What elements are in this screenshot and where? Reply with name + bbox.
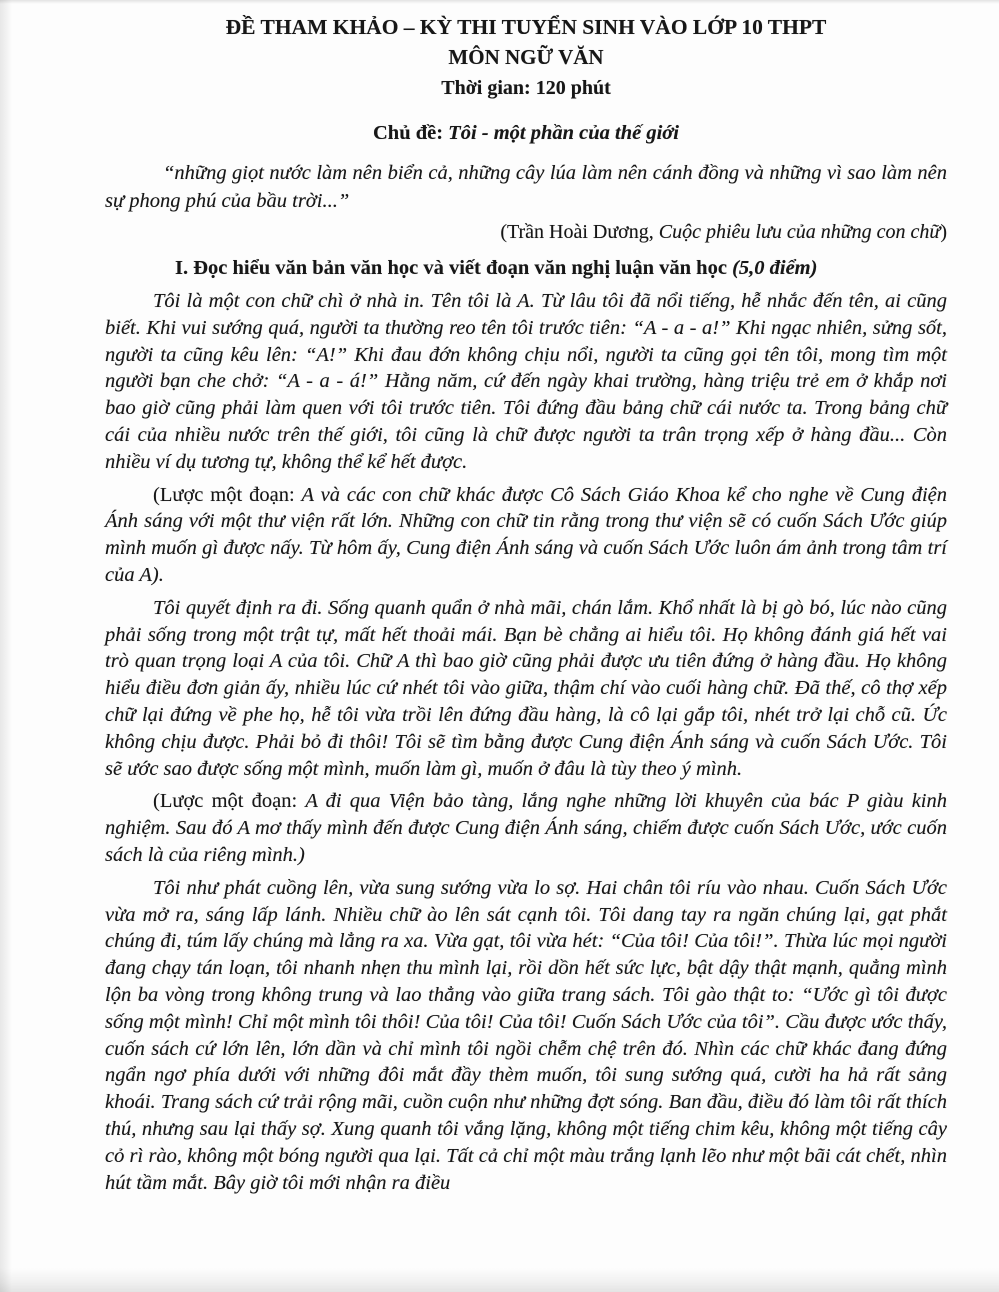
attribution-work-title: Cuộc phiêu lưu của những con chữ: [658, 221, 941, 243]
topic-value: Tôi - một phần của thế giới: [448, 122, 679, 144]
scan-edge-top: [0, 0, 999, 4]
exam-duration: Thời gian: 120 phút: [441, 77, 611, 99]
exam-title: ĐỀ THAM KHẢO – KỲ THI TUYỂN SINH VÀO LỚP 10 THPT: [225, 15, 827, 39]
epigraph-attribution: [105, 218, 947, 246]
attribution-author: (Trần Hoài Dương,: [500, 221, 659, 243]
exam-subject: MÔN NGỮ VĂN: [448, 45, 604, 69]
summary-label-1: (Lược một đoạn:: [153, 483, 302, 506]
section-1-heading: [105, 254, 947, 282]
summary-text-1: A và các con chữ khác được Cô Sách Giáo Khoa kể cho nghe về Cung điện Ánh sáng với một thư viện rất lớn. Những con chữ tin rằng trong thư viện sẽ có cuốn Sách Ước giúp mình muốn gì được nấy. Từ hôm ấy, Cung điện Ánh sáng và cuốn Sách Ước luôn ám ảnh trong tâm trí của A).: [105, 483, 947, 586]
scan-edge-left: [0, 0, 12, 1292]
paragraph-1: Tôi là một con chữ chì ở nhà in. Tên tôi là A. Từ lâu tôi đã nổi tiếng, hễ nhắc đến tên, ai cũng biết. Khi vui sướng quá, người ta thường reo tên tôi trước tiên: “A - a - a!” Khi ngạc nhiên, sửng sốt, người ta cũng kêu lên: “A!” Khi đau đớn không chịu nổi, người ta cũng gọi tên tôi, mong tìm một người bạn che chở: “A - a - á!” Hằng năm, cứ đến ngày khai trường, hàng triệu trẻ em ở khắp nơi bao giờ cũng phải làm quen với tôi trước tiên. Tôi đứng đầu bảng chữ cái nước ta. Trong bảng chữ cái của nhiều nước trên thế giới, tôi cũng là chữ được người ta trân trọng xếp ở hàng đầu... Còn nhiều ví dụ tương tự, không thể kể hết được.: [105, 290, 947, 473]
summary-text-2: A đi qua Viện bảo tàng, lắng nghe những lời khuyên của bác P giàu kinh nghiệm. Sau đó A mơ thấy mình đến được Cung điện Ánh sáng, chiếm được cuốn Sách Ước, ước cuốn sách là của riêng mình.): [105, 790, 947, 866]
attribution-close-paren: ): [940, 221, 947, 243]
paragraph-5: Tôi như phát cuồng lên, vừa sung sướng vừa lo sợ. Hai chân tôi ríu vào nhau. Cuốn Sách Ước vừa mở ra, sáng lấp lánh. Nhiều chữ ào lên sát cạnh tôi. Tôi dang tay ra ngăn chúng lại, gạt phắt chúng đi, túm lấy chúng mà lẳng ra xa. Vừa gạt, tôi vừa hét: “Của tôi! Của tôi!”. Thừa lúc mọi người đang chạy tán loạn, tôi nhanh nhẹn thu mình lại, rồi dồn hết sức lực, bật dậy thật mạnh, quẳng mình lộn ba vòng trong không trung và lao thẳng vào giữa trang sách. Tôi gào thật to: “Ước gì tôi được sống một mình! Chỉ một mình tôi thôi! Của tôi! Của tôi! Cuốn Sách Ước của tôi”. Cầu được ước thấy, cuốn sách cứ lớn lên, lớn dần và chỉ mình tôi ngồi chễm chệ trên đó. Nhìn các chữ khác đang đứng ngẩn ngơ phía dưới với những đôi mắt đầy thèm muốn, tôi sung sướng quá, cười ha hả rất sảng khoái. Trang sách cứ trải rộng mãi, cuồn cuộn như những đợt sóng. Ban đầu, điều đó làm tôi rất thích thú, nhưng sau lại thấy sợ. Xung quanh tôi vắng lặng, không một tiếng chim kêu, không một tiếng cây cỏ rì rào, không một bóng người qua lại. Tất cả chỉ một màu trắng lạnh lẽo như một bãi cát chết, nhìn hút tầm mắt. Bây giờ tôi mới nhận ra điều: [105, 876, 947, 1194]
scan-edge-bottom: [0, 1268, 999, 1292]
page-content: [105, 12, 947, 1196]
topic-label: Chủ đề:: [372, 122, 449, 144]
section-1-points: (5,0 điểm): [732, 257, 818, 279]
epigraph-quote: “những giọt nước làm nên biển cả, những cây lúa làm nên cánh đồng và những vì sao làm nên sự phong phú của bầu trời...”: [105, 162, 947, 212]
topic-line: [105, 119, 947, 147]
paragraph-4-summary: [105, 788, 947, 868]
section-1-heading-text: I. Đọc hiểu văn bản văn học và viết đoạn văn nghị luận văn học: [175, 257, 733, 279]
paragraph-2-summary: [105, 482, 947, 589]
paragraph-3: Tôi quyết định ra đi. Sống quanh quẩn ở nhà mãi, chán lắm. Khổ nhất là bị gò bó, lúc nào cũng phải sống trong một trật tự, mất hết thoải mái. Bạn bè chẳng ai hiểu tôi. Họ không đánh giá hết vai trò quan trọng loại A của tôi. Chữ A thì bao giờ cũng phải được ưu tiên đứng ở hàng đầu. Họ không hiểu điều đơn giản ấy, nhiều lúc cứ nhét tôi vào giữa, thậm chí vào cuối hàng chữ. Đã thế, cô thợ xếp chữ lại đứng về phe họ, hễ tôi vừa trồi lên đứng đầu hàng, là cô lại gắp tôi, nhét trở lại chỗ cũ. Ức không chịu được. Phải bỏ đi thôi! Tôi sẽ tìm bằng được Cung điện Ánh sáng và cuốn Sách Ước. Tôi sẽ ước sao được sống một mình, muốn làm gì, muốn ở đâu là tùy theo ý mình.: [105, 596, 947, 780]
summary-label-2: (Lược một đoạn:: [153, 790, 306, 813]
